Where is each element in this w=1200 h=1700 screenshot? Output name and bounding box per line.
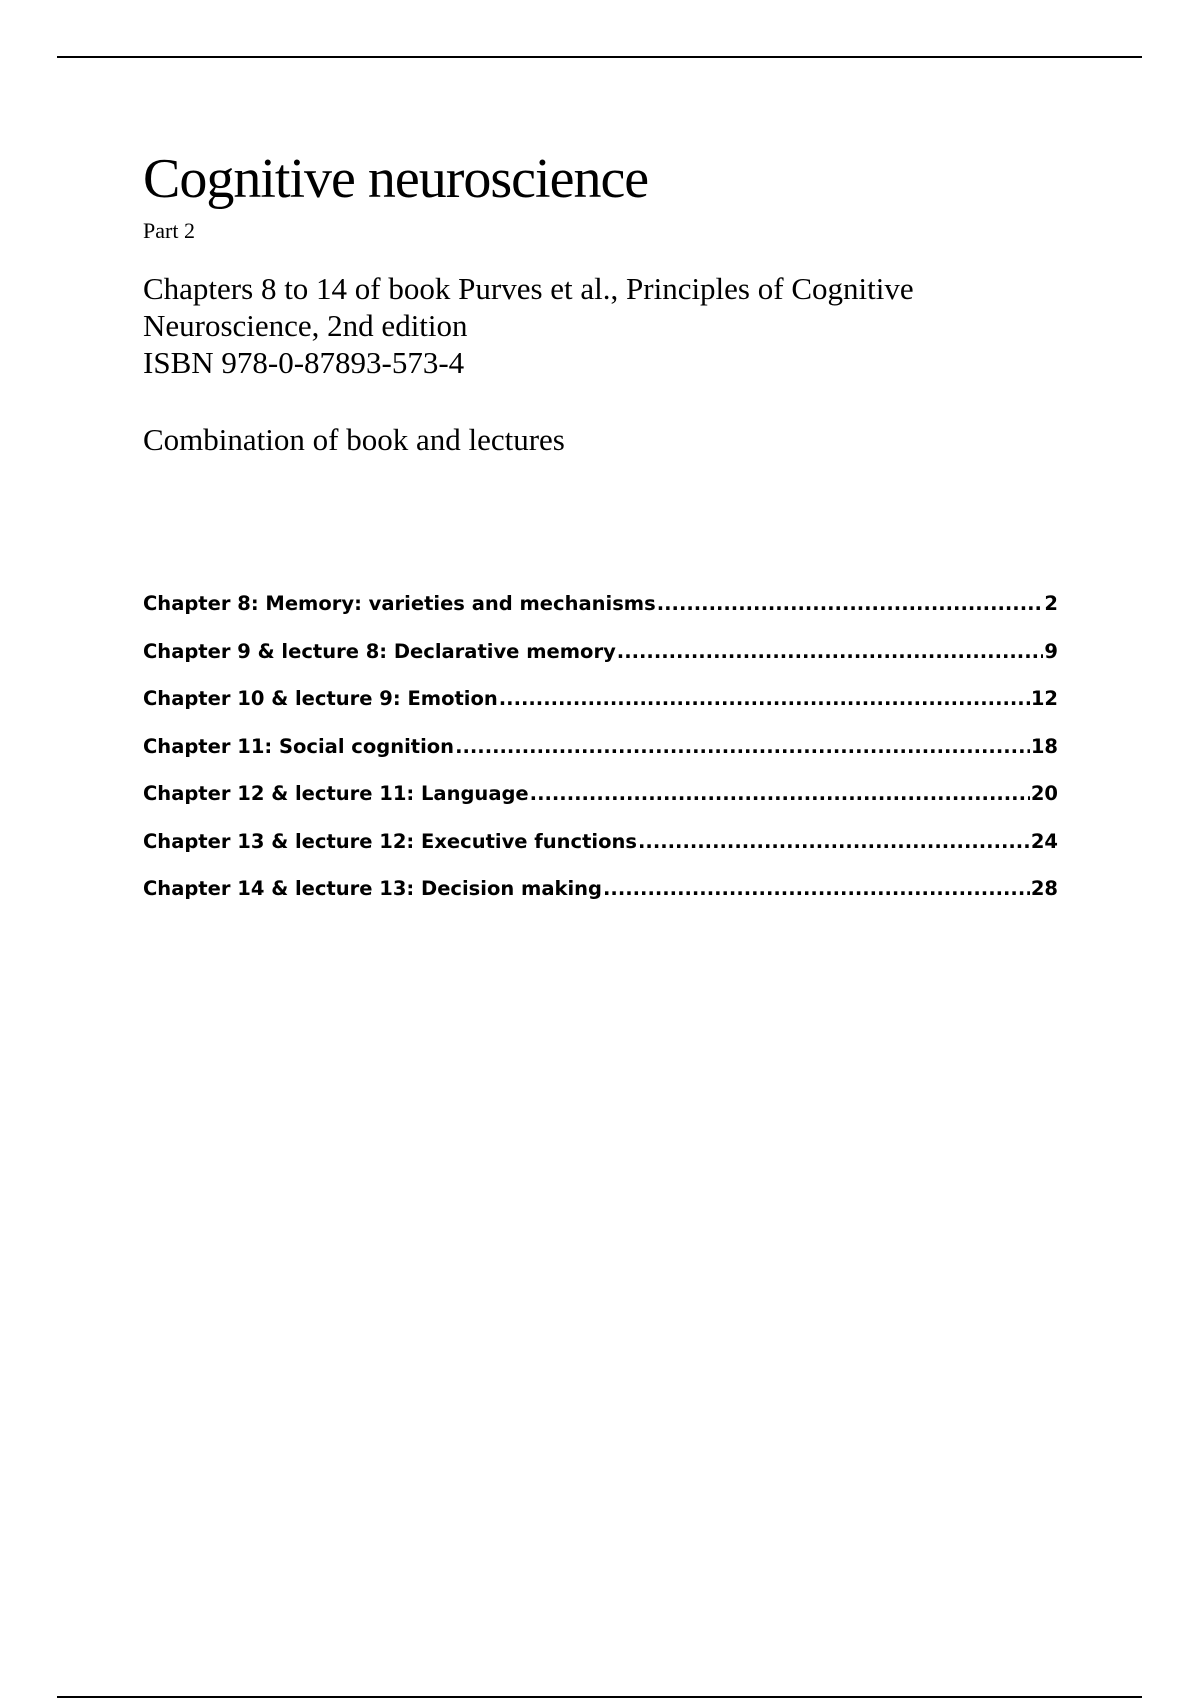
toc-page-number: 20	[1030, 782, 1058, 805]
toc-leader-dots	[657, 592, 1044, 616]
toc-entry-title: Chapter 12 & lecture 11: Language	[143, 782, 529, 805]
header-rule	[57, 56, 1142, 58]
document-subtitle: Part 2	[143, 218, 195, 243]
document-title: Cognitive neuroscience	[143, 148, 649, 210]
toc-entry-title: Chapter 9 & lecture 8: Declarative memory	[143, 639, 616, 663]
isbn-line: ISBN 978-0-87893-573-4	[143, 345, 465, 380]
toc-page-number: 9	[1044, 639, 1058, 663]
toc-entry[interactable]	[143, 592, 1058, 616]
toc-entry[interactable]	[143, 687, 1058, 711]
toc-page-number: 24	[1030, 829, 1058, 853]
book-description	[143, 270, 914, 381]
toc-entry-title: Chapter 13 & lecture 12: Executive functions	[143, 829, 638, 853]
description-line: Chapters 8 to 14 of book Purves et al., Principles of Cognitive	[143, 271, 914, 306]
description-line: Neuroscience, 2nd edition	[143, 308, 468, 343]
toc-page-number: 12	[1030, 687, 1058, 710]
toc-entry[interactable]	[143, 877, 1058, 901]
toc-leader-dots	[455, 735, 1030, 759]
toc-leader-dots	[499, 687, 1030, 711]
toc-entry[interactable]	[143, 735, 1058, 759]
toc-leader-dots	[530, 782, 1030, 806]
source-note: Combination of book and lectures	[143, 422, 565, 457]
toc-entry[interactable]	[143, 782, 1058, 806]
toc-page-number: 18	[1030, 734, 1058, 758]
toc-entry-title: Chapter 10 & lecture 9: Emotion	[143, 687, 498, 710]
table-of-contents	[143, 592, 1058, 925]
toc-entry-title: Chapter 8: Memory: varieties and mechanisms	[143, 592, 656, 615]
toc-entry-title: Chapter 11: Social cognition	[143, 734, 455, 758]
toc-entry[interactable]	[143, 830, 1058, 854]
toc-entry-title: Chapter 14 & lecture 13: Decision making	[143, 877, 602, 900]
toc-page-number: 28	[1030, 877, 1058, 900]
footer-rule	[57, 1696, 1142, 1698]
toc-leader-dots	[603, 877, 1030, 901]
toc-leader-dots	[617, 640, 1044, 664]
toc-leader-dots	[638, 830, 1030, 854]
toc-entry[interactable]	[143, 640, 1058, 664]
toc-page-number: 2	[1044, 592, 1058, 615]
